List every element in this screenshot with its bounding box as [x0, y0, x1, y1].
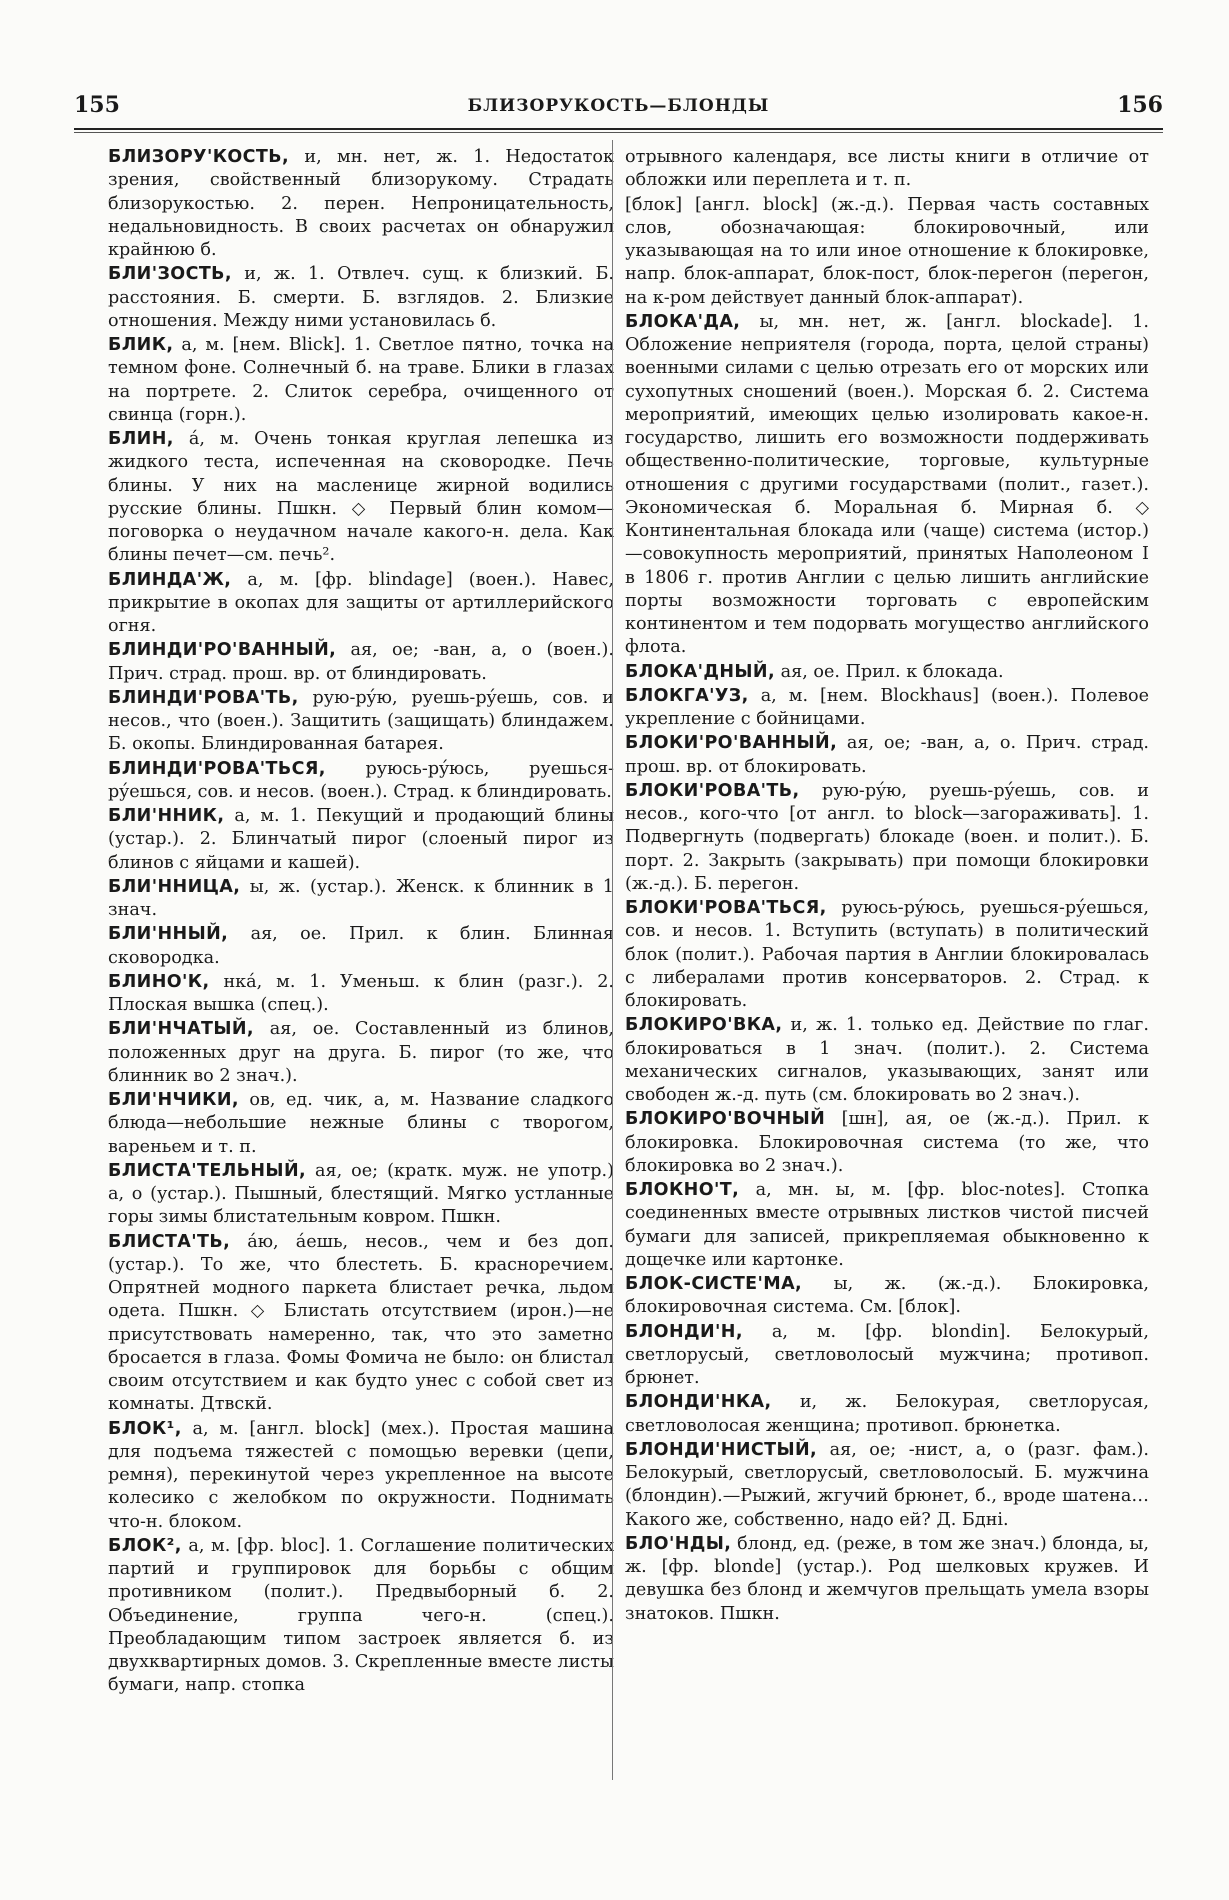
left-column	[108, 146, 614, 1699]
dictionary-entry	[625, 732, 1149, 779]
dictionary-entry	[108, 569, 614, 639]
header-rule	[74, 128, 1163, 130]
entry-headword: БЛОКИ'РОВА'ТЬ,	[625, 780, 800, 801]
entry-headword: БЛОКА'ДНЫЙ,	[625, 661, 776, 682]
entry-headword: БЛИ'ЗОСТЬ,	[108, 264, 232, 285]
dictionary-entry	[108, 971, 614, 1018]
dictionary-entry	[625, 311, 1149, 660]
entry-definition: [блок] [англ. block] (ж.-д.). Первая часть составных слов, обозначающая: блокировочный, или указывающая на то или иное отношение к блокировке, напр. блок-аппарат, блок-пост, блок-перегон (перегон, на к-ром действует данный блок-аппарат).	[625, 194, 1149, 308]
entry-headword: БЛИК,	[108, 335, 174, 355]
entry-headword: БЛИСТА'ТЕЛЬНЫЙ,	[108, 1160, 307, 1181]
dictionary-entry	[625, 194, 1149, 310]
entry-headword: БЛОНДИ'Н,	[625, 1321, 743, 1342]
entry-headword: БЛИНДИ'РОВА'ТЬСЯ,	[108, 758, 326, 779]
entry-definition: ая, ое; -ван, а, о. Прич. страд. прош. вр. от блокировать.	[625, 733, 1149, 777]
dictionary-entry	[108, 923, 614, 970]
dictionary-entry	[625, 897, 1149, 1013]
dictionary-entry	[108, 876, 614, 923]
entry-headword: БЛОК²,	[108, 1535, 182, 1556]
entry-definition: а, м. [фр. blindage] (воен.). Навес, прикрытие в окопах для защиты от артиллерийского огня.	[108, 569, 615, 636]
dictionary-entry	[625, 685, 1149, 732]
entry-definition: а, м. [нем. Blick]. 1. Светлое пятно, точка на темном фоне. Солнечный б. на траве. Блики в глазах на портрете. 2. Слиток серебра, очищенного от свинца (горн.).	[108, 335, 615, 425]
entry-headword: БЛИНДИ'РОВА'ТЬ,	[108, 687, 299, 708]
entry-headword: БЛИ'НЧИКИ,	[108, 1090, 239, 1110]
entry-definition: и, ж. 1. Отвлеч. сущ. к близкий. Б. расстояния. Б. смерти. Б. взглядов. 2. Близкие отношения. Между ними установилась б.	[108, 264, 614, 331]
dictionary-entry	[625, 1533, 1149, 1626]
dictionary-entry	[108, 1018, 614, 1088]
entry-definition: ов, ед. чик, а, м. Название сладкого блюда—небольшие нежные блины с творогом, вареньем и т. п.	[108, 1090, 615, 1157]
dictionary-entry	[625, 1273, 1149, 1320]
dictionary-entry	[108, 1535, 614, 1698]
dictionary-entry	[625, 1439, 1149, 1532]
dictionary-entry	[108, 1231, 614, 1417]
entry-headword: БЛОКИРО'ВКА,	[625, 1015, 783, 1036]
entry-headword: БЛОК¹,	[108, 1418, 182, 1439]
entry-definition: ая, ое; (кратк. муж. не употр.) а, о (устар.). Пышный, блестящий. Мягко устланные горы зимы блистательным ковром. Пшкн.	[108, 1160, 615, 1228]
entry-headword: БЛИ'ННИК,	[108, 806, 225, 826]
dictionary-entry	[625, 1108, 1149, 1178]
entry-headword: БЛОКА'ДА,	[625, 311, 741, 332]
entry-definition: и, ж. Белокурая, светлорусая, светловолосая женщина; противоп. брюнетка.	[625, 1392, 1149, 1436]
entry-definition: руюсь-рýюсь, руешься-рýешься, сов. и несов. 1. Вступить (вступать) в политический блок (полит.). Рабочая партия в Англии блокировалась с либералами против консерваторов. 2. Страд. к блокировать.	[625, 898, 1149, 1011]
entry-headword: БЛОКИРО'ВОЧНЫЙ	[625, 1109, 826, 1130]
entry-definition: áю, áешь, несов., чем и без доп. (устар.). То же, что блестеть. Б. красноречием. Опрятней модного паркета блистает речка, льдом одета. Пшкн. ◇ Блистать отсутствием (ирон.)—не присутствовать намеренно, так, что это заметно бросается в глаза. Фомы Фомича не было: он блистал своим отсутствием и как будто унес с собой свет из комнаты. Дтвскй.	[108, 1231, 615, 1415]
entry-definition: ы, ж. (ж.-д.). Блокировка, блокировочная система. См. [блок].	[625, 1274, 1149, 1318]
dictionary-entry	[625, 1391, 1149, 1438]
entry-headword: БЛИН,	[108, 429, 174, 449]
entry-definition: ы, мн. нет, ж. [англ. blockade]. 1. Обложение неприятеля (города, порта, целой страны) военными силами с целью отрезать его от морских или сухопутных сношений (воен.). Морская б. 2. Система мероприятий, имеющих целью изолировать какое-н. государство, лишить его возможности поддерживать общественно-политические, торговые, культурные отношения с другими государствами (полит., газет.). Экономическая б. Моральная б. Мирная б. ◇ Континентальная блокада или (чаще) система (истор.)—совокупность мероприятий, принятых Наполеоном I в 1806 г. против Англии с целью лишить английские порты возможности торговать с европейским континентом и тем подорвать могущество английского флота.	[625, 311, 1150, 658]
entry-headword: БЛОКГА'УЗ,	[625, 685, 749, 706]
entry-definition: и, мн. нет, ж. 1. Недостаток зрения, свойственный близорукому. Страдать близорукостью. 2. перен. Непроницательность, недальновидность. В своих расчетах он обнаружил крайнюю б.	[108, 147, 614, 260]
entry-headword: БЛОКИ'РОВА'ТЬСЯ,	[625, 898, 827, 918]
dictionary-entry	[625, 146, 1149, 193]
dictionary-entry	[625, 661, 1149, 684]
entry-headword: БЛИ'ННЫЙ,	[108, 924, 229, 945]
dictionary-entry	[108, 758, 614, 805]
entry-headword: БЛИ'НЧАТЫЙ,	[108, 1019, 254, 1040]
entry-headword: БЛОКНО'Т,	[625, 1180, 740, 1200]
entry-definition: [шн], ая, ое (ж.-д.). Прил. к блокировка. Блокировочная система (то же, что блокировка во 2 знач.).	[625, 1109, 1149, 1176]
entry-headword: БЛИ'ННИЦА,	[108, 876, 241, 897]
entry-definition: блонд, ед. (реже, в том же знач.) блонда, ы, ж. [фр. blonde] (устар.). Род шелковых кружев. И девушка без блонд и жемчугов прельщать умела взоры знатоков. Пшкн.	[625, 1533, 1149, 1624]
entry-definition: рую-рýю, руешь-рýешь, сов. и несов., кого-что [от англ. to block—загораживать]. 1. Подвергнуть (подвергать) блокаде (воен. и полит.). Б. порт. 2. Закрыть (закрывать) при помощи блокировки (ж.-д.). Б. перегон.	[625, 780, 1150, 894]
page-number-right: 156	[1117, 92, 1163, 118]
entry-headword: БЛИСТА'ТЬ,	[108, 1231, 231, 1252]
dictionary-entry	[108, 334, 614, 427]
dictionary-entry	[108, 687, 614, 757]
entry-headword: БЛИНДА'Ж,	[108, 569, 232, 590]
entry-definition: а, м. [англ. block] (мех.). Простая машина для подъема тяжестей с помощью веревки (цепи, ремня), перекинутой через укрепленное на высоте колесико с желобком по окружности. Поднимать что-н. блоком.	[108, 1418, 615, 1532]
entry-definition: а, мн. ы, м. [фр. bloc-notes]. Стопка соединенных вместе отрывных листков чистой писчей бумаги для записей, прикрепляемая обыкновенно к дощечке или картонке.	[625, 1180, 1149, 1270]
running-title: БЛИЗОРУКОСТЬ—БЛОНДЫ	[467, 96, 770, 116]
dictionary-entry	[625, 1014, 1149, 1107]
entry-definition: нкá, м. 1. Уменьш. к блин (разг.). 2. Плоская вышка (спец.).	[108, 971, 614, 1015]
entry-definition: ая, ое. Прил. к блин. Блинная сковородка.	[108, 924, 614, 968]
dictionary-entry	[108, 1089, 614, 1159]
right-column	[625, 146, 1149, 1627]
entry-headword: БЛОК-СИСТЕ'МА,	[625, 1274, 803, 1294]
entry-definition: ая, ое. Составленный из блинов, положенных друг на друга. Б. пирог (то же, что блинник во 2 знач.).	[108, 1019, 614, 1086]
entry-definition: а, м. [фр. blondin]. Белокурый, светлорусый, светловолосый мужчина; противоп. брюнет.	[625, 1321, 1149, 1388]
page-header	[74, 88, 1163, 128]
header-rule-thin	[74, 132, 1163, 133]
entry-definition: а, м. [нем. Blockhaus] (воен.). Полевое укрепление с бойницами.	[625, 685, 1149, 729]
dictionary-entry	[108, 1418, 614, 1534]
dictionary-entry	[108, 146, 614, 262]
entry-headword: БЛИЗОРУ'КОСТЬ,	[108, 147, 290, 167]
dictionary-entry	[625, 780, 1149, 896]
page-number-left: 155	[74, 92, 120, 118]
dictionary-entry	[108, 428, 614, 568]
dictionary-entry	[625, 1321, 1149, 1391]
entry-headword: БЛИНО'К,	[108, 971, 210, 992]
dictionary-entry	[108, 263, 614, 333]
entry-definition: отрывного календаря, все листы книги в отличие от обложки или переплета и т. п.	[625, 147, 1149, 191]
entry-definition: а, м. [фр. bloc]. 1. Соглашение политических партий и группировок для борьбы с общим противником (полит.). Предвыборный б. 2. Объединение, группа чего-н. (спец.). Преобладающим типом застроек является б. из двухквартирных домов. 3. Скрепленные вместе листы бумаги, напр. стопка	[108, 1535, 615, 1696]
entry-headword: БЛОКИ'РО'ВАННЫЙ,	[625, 733, 838, 754]
dictionary-entry	[108, 1160, 614, 1230]
dictionary-entry	[108, 805, 614, 875]
entry-definition: рую-рýю, руешь-рýешь, сов. и несов., что (воен.). Защитить (защищать) блиндажем. Б. окопы. Блиндированная батарея.	[108, 687, 615, 755]
dictionary-entry	[108, 639, 614, 686]
entry-definition: ы, ж. (устар.). Женск. к блинник в 1 знач.	[108, 876, 614, 920]
entry-definition: руюсь-рýюсь, руешься-рýешься, сов. и несов. (воен.). Страд. к блиндировать.	[108, 758, 614, 802]
entry-definition: ая, ое; -ван, а, о (воен.). Прич. страд. прош. вр. от блиндировать.	[108, 640, 614, 684]
entry-definition: и, ж. 1. только ед. Действие по глаг. блокироваться в 1 знач. (полит.). 2. Система механических сигналов, указывающих, занят или свободен ж.-д. путь (см. блокировать во 2 знач.).	[625, 1015, 1149, 1105]
entry-headword: БЛИНДИ'РО'ВАННЫЙ,	[108, 640, 337, 661]
entry-definition: а, м. 1. Пекущий и продающий блины (устар.). 2. Блинчатый пирог (слоеный пирог из блинов с яйцами и кашей).	[108, 806, 615, 873]
entry-headword: БЛОНДИ'НКА,	[625, 1392, 772, 1413]
entry-headword: БЛОНДИ'НИСТЫЙ,	[625, 1439, 818, 1460]
entry-definition: ая, ое. Прил. к блокада.	[780, 661, 1004, 682]
entry-headword: БЛО'НДЫ,	[625, 1533, 732, 1554]
column-divider	[612, 140, 613, 1780]
dictionary-entry	[625, 1179, 1149, 1272]
entry-definition: ая, ое; -нист, а, о (разг. фам.). Белокурый, светлорусый, светловолосый. Б. мужчина (блондин).—Рыжий, жгучий брюнет, б., вроде шатена… Какого же, собственно, надо ей? Д. Бдні.	[625, 1439, 1150, 1530]
entry-definition: á, м. Очень тонкая круглая лепешка из жидкого теста, испеченная на сковородке. Печь блины. У них на масленице жирной водились русские блины. Пшкн. ◇ Первый блин комом—поговорка о неудачном начале какого-н. дела. Как блины печет—см. печь².	[108, 429, 615, 566]
